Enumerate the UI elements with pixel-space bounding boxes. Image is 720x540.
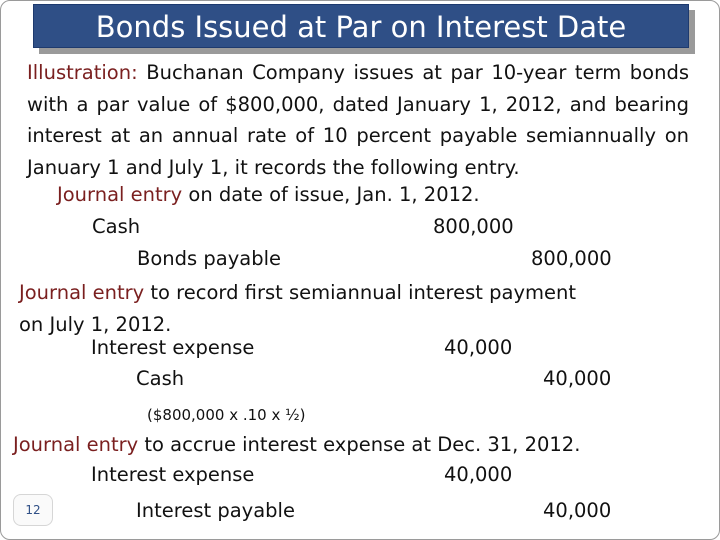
entry3-heading bbox=[13, 432, 580, 458]
entry3-keyword: Journal entry bbox=[13, 433, 139, 456]
entry1-text: on date of issue, Jan. 1, 2012. bbox=[188, 183, 480, 206]
entry2-debit-account: Interest expense bbox=[91, 336, 255, 359]
entry3-debit-account: Interest expense bbox=[91, 463, 255, 486]
entry1-credit-amount: 800,000 bbox=[531, 247, 612, 270]
entry2-debit-amount: 40,000 bbox=[444, 336, 513, 359]
entry3-text: to accrue interest expense at Dec. 31, 2012. bbox=[144, 433, 581, 456]
illustration-label: Illustration: bbox=[27, 61, 138, 84]
entry1-credit-account: Bonds payable bbox=[137, 247, 282, 270]
entry2-calculation-note: ($800,000 x .10 x ½) bbox=[147, 406, 306, 424]
entry2-keyword: Journal entry bbox=[19, 281, 145, 304]
illustration-text: Buchanan Company issues at par 10-year term bonds with a par value of $800,000, dated January 1, 2012, and bearing interest at an annual rate of 10 percent payable semiannually on January 1 and July 1, it records the following entry. bbox=[27, 61, 690, 179]
entry1-debit-account: Cash bbox=[92, 215, 141, 238]
entry2-text-line2: on July 1, 2012. bbox=[19, 313, 172, 336]
entry2-text-line1: to record first semiannual interest payment bbox=[150, 281, 577, 304]
entry3-credit-account: Interest payable bbox=[136, 499, 295, 522]
illustration-paragraph bbox=[27, 57, 689, 183]
entry3-credit-amount: 40,000 bbox=[543, 499, 612, 522]
entry2-credit-account: Cash bbox=[136, 367, 185, 390]
entry2-credit-amount: 40,000 bbox=[543, 367, 612, 390]
entry3-debit-amount: 40,000 bbox=[444, 463, 513, 486]
slide-title: Bonds Issued at Par on Interest Date bbox=[33, 4, 689, 48]
entry2-heading bbox=[19, 280, 576, 306]
page-number: 12 bbox=[13, 494, 53, 526]
entry1-keyword: Journal entry bbox=[57, 183, 183, 206]
entry1-heading bbox=[57, 182, 480, 208]
entry1-debit-amount: 800,000 bbox=[433, 215, 514, 238]
